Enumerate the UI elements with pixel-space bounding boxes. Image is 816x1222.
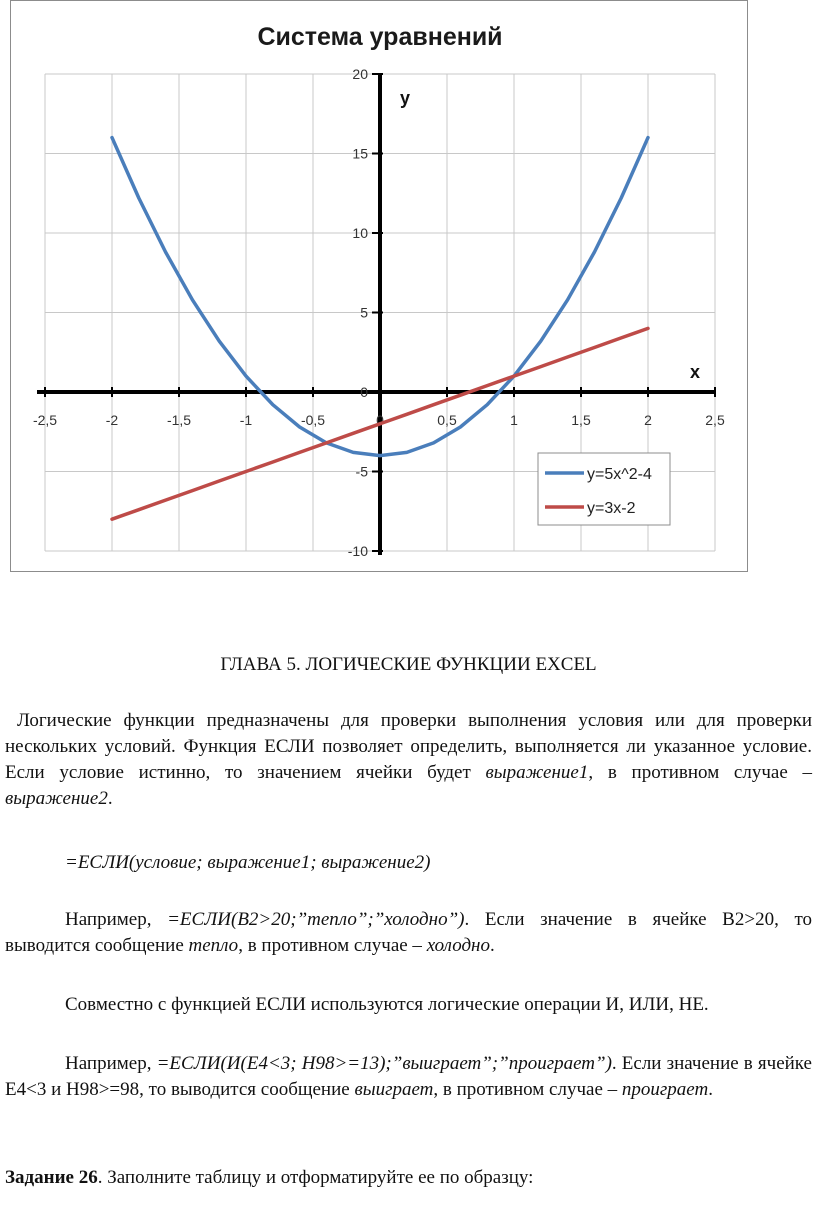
x-tick-label-3: -1 <box>239 412 253 428</box>
x-tick-label-8: 1,5 <box>571 412 591 428</box>
x-tick-label-6: 0,5 <box>437 412 457 428</box>
x-tick-label-2: -1,5 <box>166 412 192 428</box>
intro-text: Логические функции предназначены для проверки выполнения условия или для проверки нескольких условий. Функция ЕСЛИ позволяет определить, выполняется ли указанное условие. Если условие истинно, то значением ячейки будет <box>5 710 812 783</box>
formula-text: =ЕСЛИ(условие; выражение1; выражение2) <box>65 852 431 873</box>
ex1-text: . Если значение в ячейке B2>20, то выводится сообщение <box>5 909 812 956</box>
y-axis-label: y <box>400 88 411 108</box>
intro-mid: , в противном случае – <box>588 762 812 783</box>
ex2-prefix: Например, <box>65 1053 157 1074</box>
task-paragraph <box>5 1165 812 1191</box>
y-tick-label-5: 15 <box>352 145 368 162</box>
ex1-em-cold: холодно <box>426 935 490 956</box>
operations-paragraph: Совместно с функцией ЕСЛИ используются логические операции И, ИЛИ, НЕ. <box>65 994 709 1015</box>
chart-title: Система уравнений <box>257 23 503 51</box>
intro-em-expression1: выражение1 <box>485 762 589 783</box>
ex2-mid: , в противном случае – <box>433 1079 622 1100</box>
x-tick-label-9: 2 <box>644 412 652 428</box>
ex2-text: . Если значение в ячейке E4<3 и H98>=98, то выводится сообщение <box>5 1053 812 1100</box>
y-tick-label-0: -10 <box>347 543 368 559</box>
ex1-mid: , в противном случае – <box>238 935 427 956</box>
ex2-em-win: выиграет <box>354 1079 434 1100</box>
y-tick-label-4: 10 <box>352 225 368 241</box>
task-text: . Заполните таблицу и отформатируйте ее по образцу: <box>97 1167 534 1188</box>
y-tick-label-6: 20 <box>352 66 368 82</box>
x-tick-label-7: 1 <box>510 412 518 428</box>
intro-end: . <box>107 788 113 809</box>
ex1-formula: =ЕСЛИ(B2>20;”тепло”;”холодно”) <box>167 909 465 930</box>
intro-em-expression2: выражение2 <box>5 788 108 809</box>
chart-figure <box>10 0 748 572</box>
ex2-end: . <box>708 1079 713 1100</box>
example-1-paragraph <box>5 907 812 959</box>
y-tick-label-2: 0 <box>360 384 368 400</box>
ex1-end: . <box>489 935 495 956</box>
intro-paragraph <box>5 708 812 812</box>
ex1-em-warm: тепло <box>188 935 239 956</box>
x-tick-label-10: 2,5 <box>705 412 725 428</box>
legend-label-series-2: y=3x-2 <box>587 500 636 517</box>
task-label: Задание 26 <box>5 1167 98 1188</box>
ex2-formula: =ЕСЛИ(И(E4<3; H98>=13);”выиграет”;”проиграет”) <box>156 1053 612 1074</box>
x-tick-label-5: 0 <box>376 412 384 428</box>
ex2-em-lose: проиграет <box>621 1079 709 1100</box>
example-2-paragraph <box>5 1051 812 1103</box>
legend-label-series-1: y=5x^2-4 <box>587 466 652 483</box>
x-tick-label-1: -2 <box>105 412 119 428</box>
chart-svg <box>10 0 748 572</box>
y-tick-label-3: 5 <box>360 304 368 321</box>
x-axis-label: x <box>690 362 701 382</box>
chart-legend <box>538 453 670 525</box>
ex1-prefix: Например, <box>65 909 168 930</box>
x-tick-label-4: -0,5 <box>300 412 326 428</box>
chapter-heading: ГЛАВА 5. ЛОГИЧЕСКИЕ ФУНКЦИИ EXCEL <box>220 654 597 675</box>
y-tick-label-1: -5 <box>355 463 368 480</box>
syntax-formula <box>5 850 816 876</box>
x-tick-label-0: -2,5 <box>32 412 58 428</box>
